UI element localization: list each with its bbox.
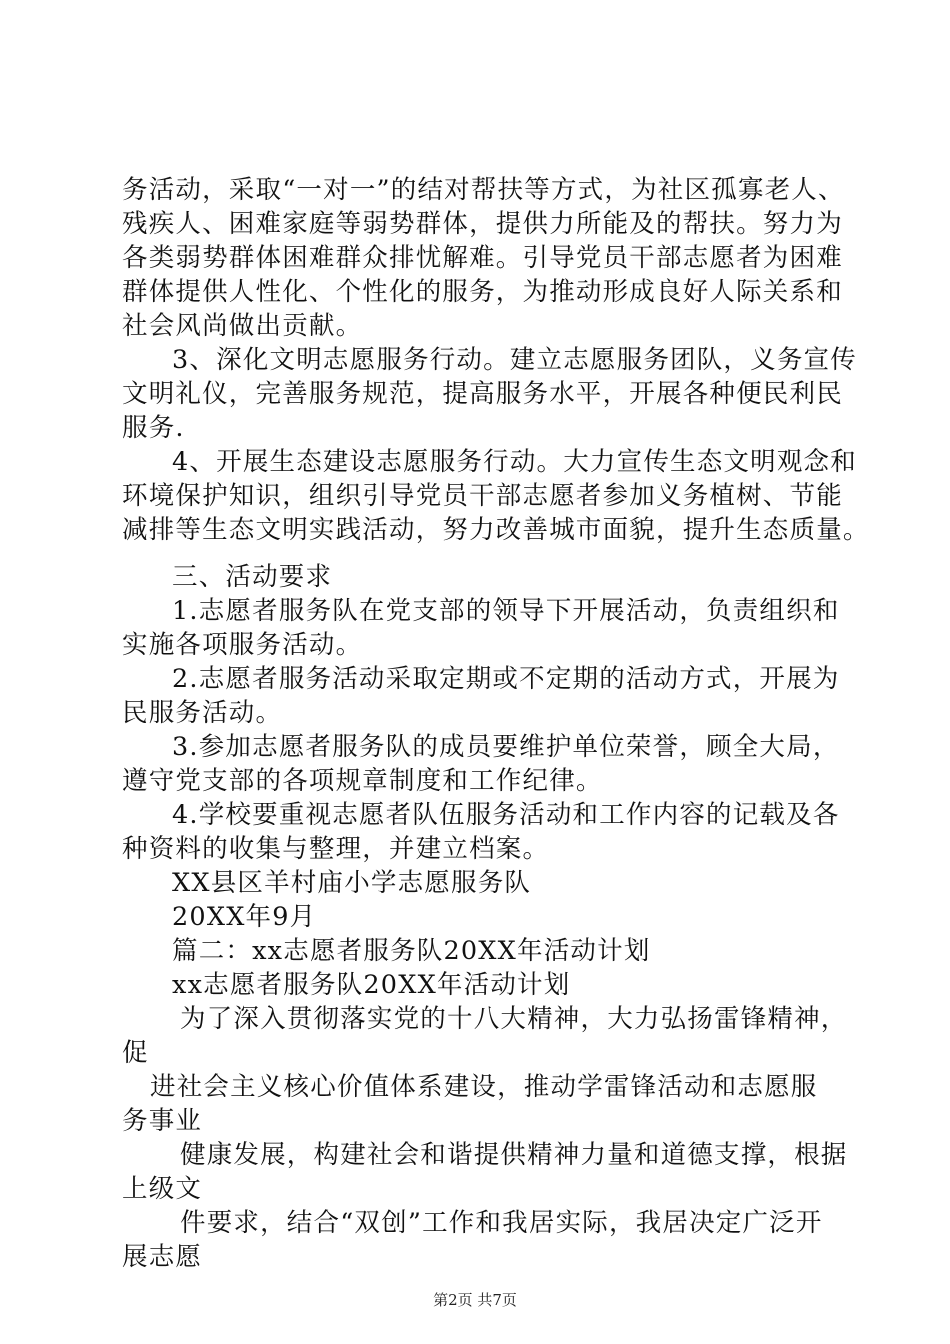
page-number: 第2页 共7页 (433, 1291, 517, 1309)
signature-date: 20XX年9月 (172, 902, 317, 932)
text-line: 1.志愿者服务队在党支部的领导下开展活动，负责组织和 (172, 596, 840, 626)
section-heading: 三、活动要求 (172, 562, 333, 592)
text-line: 上级文 (122, 1174, 203, 1204)
text-line: 服务. (122, 413, 185, 443)
text-line: 2.志愿者服务活动采取定期或不定期的活动方式，开展为 (172, 664, 840, 694)
text-line: 件要求，结合“双创”工作和我居实际，我居决定广泛开 (180, 1208, 823, 1238)
text-line: 展志愿 (122, 1242, 203, 1272)
text-line: 促 (122, 1038, 149, 1068)
section-title: 篇二：xx志愿者服务队20XX年活动计划 (172, 936, 651, 966)
text-line: 4.学校要重视志愿者队伍服务活动和工作内容的记载及各 (172, 800, 840, 830)
text-line: 3、深化文明志愿服务行动。建立志愿服务团队，义务宣传 (172, 345, 857, 375)
signature-org: XX县区羊村庙小学志愿服务队 (172, 868, 532, 898)
text-line: 文明礼仪，完善服务规范，提高服务水平，开展各种便民利民 (122, 379, 843, 409)
text-line: 3.参加志愿者服务队的成员要维护单位荣誉，顾全大局， (172, 732, 840, 762)
text-line: 务事业 (122, 1106, 203, 1136)
text-line: 为了深入贯彻落实党的十八大精神，大力弘扬雷锋精神， (180, 1004, 848, 1034)
plan-title: xx志愿者服务队20XX年活动计划 (172, 970, 571, 1000)
text-line: 种资料的收集与整理，并建立档案。 (122, 834, 550, 864)
text-line: 残疾人、困难家庭等弱势群体，提供力所能及的帮扶。努力为 (122, 209, 843, 239)
text-line: 群体提供人性化、个性化的服务，为推动形成良好人际关系和 (122, 277, 843, 307)
text-line: 环境保护知识，组织引导党员干部志愿者参加义务植树、节能 (122, 481, 843, 511)
text-line: 进社会主义核心价值体系建设，推动学雷锋活动和志愿服 (150, 1072, 818, 1102)
text-line: 健康发展，构建社会和谐提供精神力量和道德支撑，根据 (180, 1140, 848, 1170)
text-line: 实施各项服务活动。 (122, 630, 363, 660)
text-line: 民服务活动。 (122, 698, 283, 728)
text-line: 务活动，采取“一对一”的结对帮扶等方式，为社区孤寡老人、 (122, 175, 845, 205)
text-line: 4、开展生态建设志愿服务行动。大力宣传生态文明观念和 (172, 447, 857, 477)
text-line: 减排等生态文明实践活动，努力改善城市面貌，提升生态质量。 (122, 515, 870, 545)
text-line: 各类弱势群体困难群众排忧解难。引导党员干部志愿者为困难 (122, 243, 843, 273)
text-line: 社会风尚做出贡献。 (122, 311, 363, 341)
text-line: 遵守党支部的各项规章制度和工作纪律。 (122, 766, 603, 796)
